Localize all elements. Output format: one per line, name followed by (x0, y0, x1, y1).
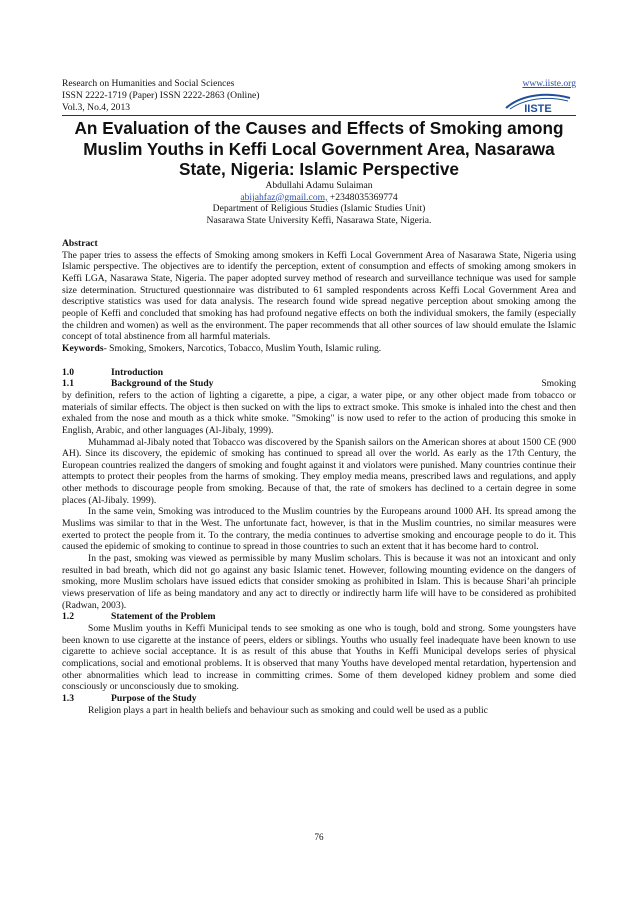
section-title: Background of the Study (111, 378, 214, 390)
paragraph: In the same vein, Smoking was introduced to the Muslim countries by the Europeans around 1000 AH. Its spread among the Muslims was similar to that in the West. The unfortunate fact, however, is that in the Muslim countries, no similar measures were exerted to protect the people from it. To the contrary, the media continues to advertise smoking and encourage people to do it. This caused the epidemic of smoking to continue to spread in those countries to such an extent that it has become hard to control. (62, 506, 576, 553)
section-title: Statement of the Problem (111, 611, 216, 623)
journal-volume: Vol.3, No.4, 2013 (62, 102, 131, 114)
author-contact (62, 192, 576, 204)
section-title: Introduction (111, 366, 164, 378)
section-number: 1.0 (62, 366, 74, 378)
abstract-heading: Abstract (62, 238, 98, 249)
paragraph: Some Muslim youths in Keffi Municipal tends to see smoking as one who is tough, bold and strong. Some youngsters have been known to use cigarette at the instance of peers, elders or siblings. Youths who usually feel inadequate have been known to use cigarette to achieve social acceptance. It is as result of this abuse that Youths in Keffi Municipal develops series of physical complications, social and emotional problems. It is observed that many Youths have developed mental retardation, hypertension and other abnormalities which lead to increase in committing crimes. Some of them developed kidney problem and some died consciously or unconsciously due to smoking. (62, 623, 576, 693)
journal-url-link[interactable]: www.iiste.org (522, 78, 576, 89)
keywords-label: Keywords (62, 342, 104, 354)
section-number: 1.1 (62, 378, 74, 390)
paper-title: An Evaluation of the Causes and Effects of Smoking among Muslim Youths in Keffi Local Government Area, Nasarawa State, Nigeria: Islamic Perspective (74, 118, 564, 179)
keywords-line (62, 343, 576, 355)
section-number: 1.3 (62, 692, 74, 704)
abstract-text: The paper tries to assess the effects of Smoking among smokers in Keffi Local Government Area of Nasarawa State, Nigeria using Islamic perspective. The objectives are to identify the perception, extent of consumption and effects of smoking among smokers in Keffi LGA, Nasarawa State, Nigeria. The paper adopted survey method of research and surveillance technique was used for sample size determination. Structured questionnaire was distributed to 61 sampled respondents across Keffi Local Government Area and descriptive statistics was used for data analysis. The research found wide spread negative perception about smoking among the people of Keffi and concluded that smoking has had profound negative effects on both the individual smokers, the family (especially the children and women) as well as the environment. The paper recommends that all other sources of law should emulate the Islamic concept of total abstinence from all harmful materials. (62, 249, 576, 343)
paragraph: In the past, smoking was viewed as permissible by many Muslim scholars. This is because it was not an intoxicant and only resulted in bad breath, which did not go against any basic Islamic tenet. However, following mounting evidence on the dangers of smoking, more Muslim scholars have issued edicts that consider smoking as prohibited in Islam. This is because Shari’ah principle views preservation of life as being mandatory and any act to directly or indirectly harm life will have to be considered as prohibited (Radwan, 2003). (62, 553, 576, 611)
header-divider (62, 115, 576, 116)
section-1-3-heading (62, 693, 576, 705)
paragraph: by definition, refers to the action of lighting a cigarette, a pipe, a cigar, a water pipe, or any other object made from tobacco or materials of similar effects. The object is then sucked on with the lips to extract smoke. This smoke is inhaled into the chest and then exhaled from the nose and mouth as a thick white smoke. "Smoking" is now used to refer to the action of producing this smoke in English, Arabic, and other languages (Al-Jibaly, 1999). (62, 389, 576, 436)
section-1-1-heading (62, 378, 576, 390)
author-department: Department of Religious Studies (Islamic Studies Unit) (212, 203, 426, 215)
iiste-logo-icon (504, 92, 572, 113)
page-number: 76 (314, 832, 324, 842)
paragraph: Religion plays a part in health beliefs and behaviour such as smoking and could well be used as a public (88, 704, 488, 716)
journal-issn: ISSN 2222-1719 (Paper) ISSN 2222-2863 (Online) (62, 90, 260, 102)
journal-name: Research on Humanities and Social Sciences (62, 78, 235, 89)
spacer (62, 355, 576, 367)
paper-body (62, 238, 576, 716)
section-number: 1.2 (62, 611, 74, 623)
section-1-heading (62, 367, 576, 379)
author-phone: +2348035369774 (327, 191, 398, 203)
journal-header (62, 78, 259, 115)
author-block (62, 180, 576, 226)
paragraph: Muhammad al-Jibaly noted that Tobacco was discovered by the Spanish sailors on the American shores at about 1500 CE (900 AH). Since its discovery, the epidemic of smoking has continued to spread all over the world. As early as the 17th Century, the European countries realized the dangers of smoking and fought against it and violators were punished. Many countries continue their attempts to protect their peoples from the harms of smoking. They employ media means, prescribed laws and regulations, and apply other methods to discourage people from smoking. Because of that, the rate of smokers has declined to a certain degree in some places (Al-Jibaly. 1999). (62, 436, 576, 506)
section-title: Purpose of the Study (111, 692, 197, 704)
author-name: Abdullahi Adamu Sulaiman (265, 180, 373, 191)
author-email-link[interactable]: abijahfaz@gmail.com, (240, 191, 328, 203)
section-lead-word: Smoking (541, 378, 576, 390)
keywords-list: - Smoking, Smokers, Narcotics, Tobacco, Muslim Youth, Islamic ruling. (103, 342, 382, 354)
logo-text: IISTE (524, 103, 552, 113)
author-university: Nasarawa State University Keffi, Nasarawa State, Nigeria. (206, 214, 432, 226)
section-1-2-heading (62, 611, 576, 623)
